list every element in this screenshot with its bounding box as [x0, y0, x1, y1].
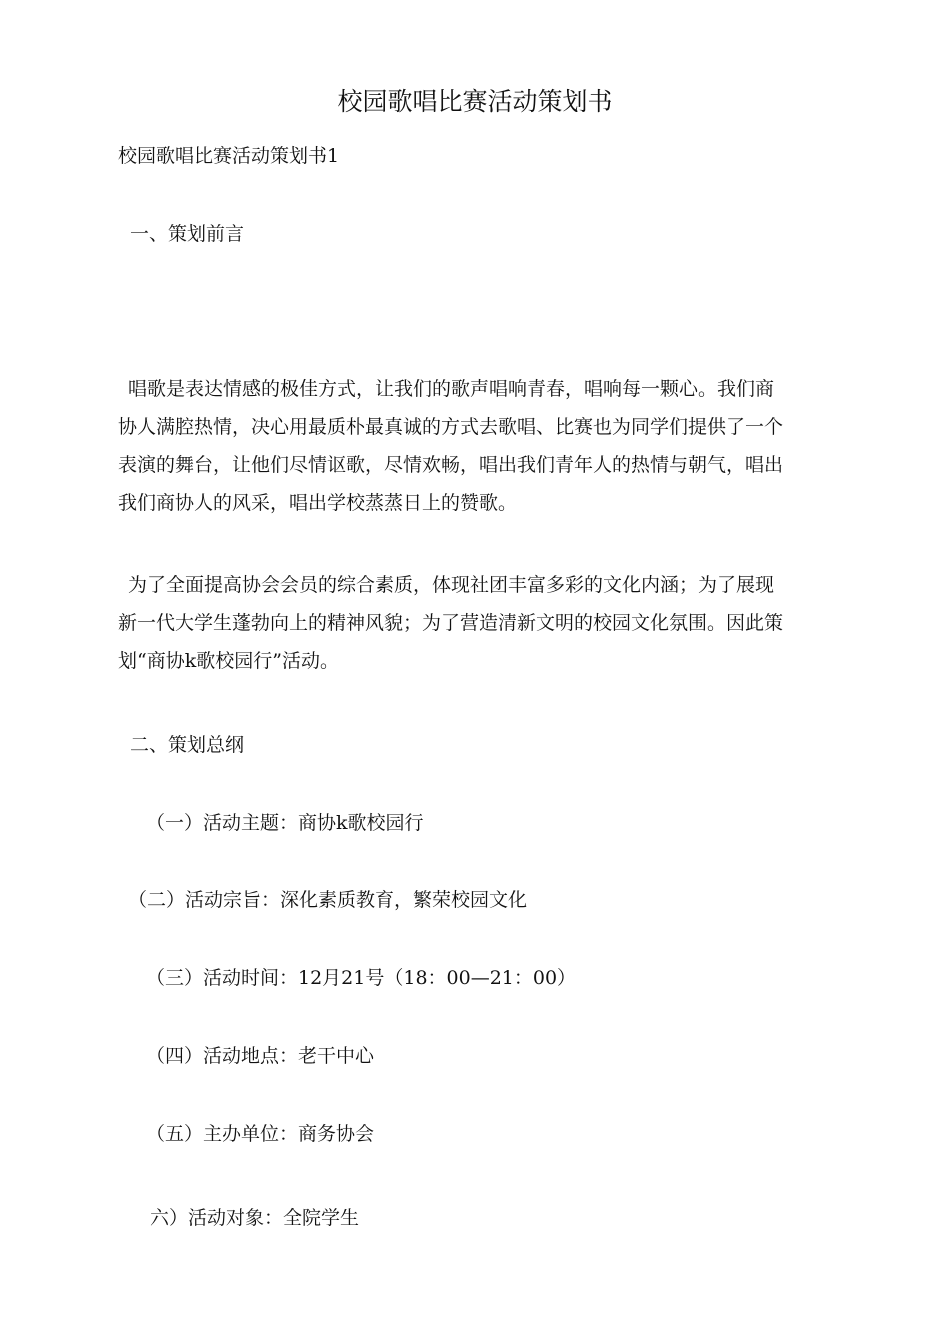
outline-item-audience: 六）活动对象：全院学生 [150, 1207, 360, 1229]
document-title: 校园歌唱比赛活动策划书 [337, 87, 613, 116]
outline-item-time: （三）活动时间：12月21号（18：00—21：00） [146, 967, 577, 989]
outline-item-location: （四）活动地点：老干中心 [146, 1045, 375, 1067]
paragraph-line: 新一代大学生蓬勃向上的精神风貌；为了营造清新文明的校园文化氛围。因此策 [118, 612, 784, 634]
preface-paragraph-1 [118, 370, 830, 522]
paragraph-line: 协人满腔热情，决心用最质朴最真诚的方式去歌唱、比赛也为同学们提供了一个 [118, 416, 784, 438]
paragraph-line: 唱歌是表达情感的极佳方式，让我们的歌声唱响青春，唱响每一颗心。我们商 [128, 378, 775, 400]
paragraph-line: 表演的舞台，让他们尽情讴歌，尽情欢畅，唱出我们青年人的热情与朝气，唱出 [118, 454, 784, 476]
section-heading-preface: 一、策划前言 [130, 223, 245, 245]
preface-paragraph-2 [118, 566, 830, 680]
section-heading-outline: 二、策划总纲 [130, 734, 245, 756]
outline-item-organizer: （五）主办单位：商务协会 [146, 1123, 375, 1145]
outline-item-theme: （一）活动主题：商协k歌校园行 [146, 812, 424, 834]
outline-item-purpose: （二）活动宗旨：深化素质教育，繁荣校园文化 [128, 889, 528, 911]
paragraph-line: 我们商协人的风采，唱出学校蒸蒸日上的赞歌。 [118, 492, 518, 514]
paragraph-line: 划“商协k歌校园行”活动。 [118, 650, 339, 672]
paragraph-line: 为了全面提高协会会员的综合素质，体现社团丰富多彩的文化内涵；为了展现 [128, 574, 775, 596]
document-subtitle: 校园歌唱比赛活动策划书1 [118, 145, 340, 167]
